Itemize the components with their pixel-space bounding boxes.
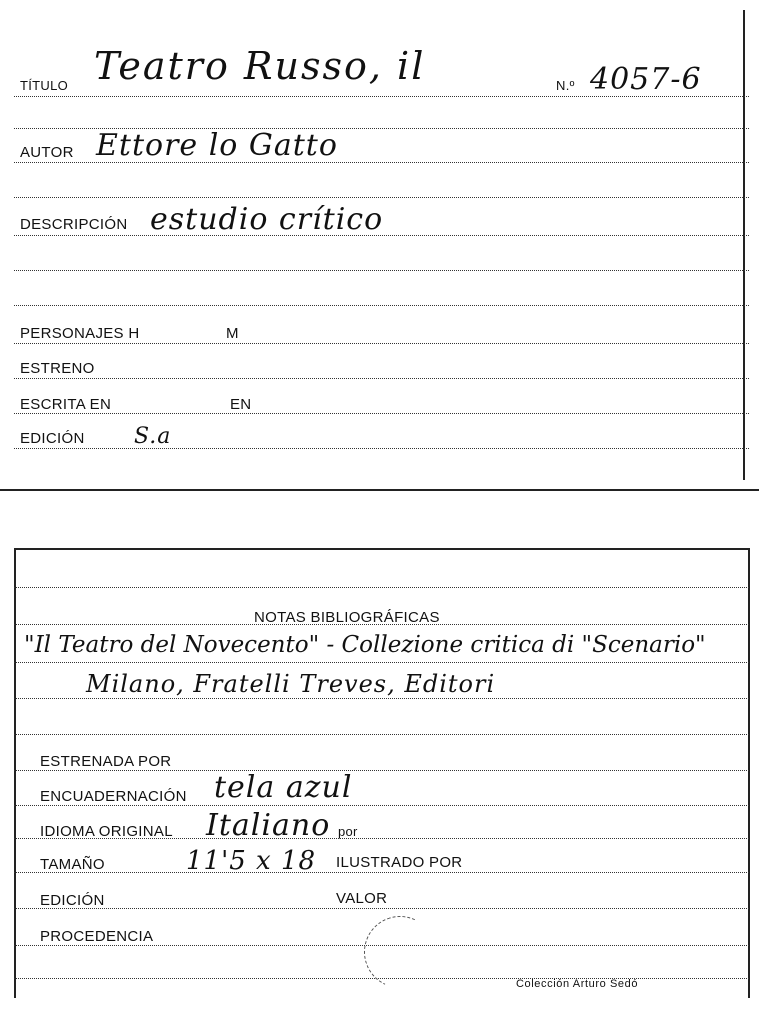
edicion-label: EDICIÓN	[20, 430, 85, 447]
numero-label: N.º	[556, 78, 575, 93]
personajes-m-label: M	[226, 325, 239, 342]
rule-b1	[14, 587, 749, 588]
rule-4	[14, 197, 749, 198]
collection-footer: Colección Arturo Sedó	[516, 978, 639, 990]
notas-line-1: "Il Teatro del Novecento" - Collezione critica di "Scenario"	[24, 632, 706, 658]
edicion-b-label: EDICIÓN	[40, 892, 105, 909]
escrita-en-label: EN	[230, 396, 252, 413]
descripcion-label: DESCRIPCIÓN	[20, 216, 128, 233]
rule-edicion	[14, 448, 749, 449]
bottom-card-right-edge	[748, 548, 750, 998]
rule-estreno	[14, 378, 749, 379]
rule-6	[14, 270, 749, 271]
estrenada-label: ESTRENADA POR	[40, 753, 172, 770]
bottom-card-top-edge	[14, 548, 749, 550]
autor-value: Ettore lo Gatto	[96, 128, 338, 163]
top-card-bottom-edge	[0, 489, 759, 491]
edicion-value: S.a	[134, 424, 172, 449]
rule-estrenada	[14, 770, 749, 771]
procedencia-label: PROCEDENCIA	[40, 928, 154, 945]
numero-value: 4057-6	[590, 62, 702, 97]
bottom-card-left-edge	[14, 548, 16, 998]
tamano-value: 11'5 x 18	[186, 846, 317, 876]
idioma-label: IDIOMA ORIGINAL	[40, 823, 173, 840]
autor-label: AUTOR	[20, 144, 74, 161]
valor-label: VALOR	[336, 890, 388, 907]
escrita-label: ESCRITA EN	[20, 396, 112, 413]
notas-line-2: Milano, Fratelli Treves, Editori	[86, 670, 496, 698]
rule-b5	[14, 734, 749, 735]
top-card-right-edge	[743, 10, 745, 480]
encuadernacion-label: ENCUADERNACIÓN	[40, 788, 187, 805]
tamano-label: TAMAÑO	[40, 856, 105, 873]
rule-7	[14, 305, 749, 306]
rule-encuadernacion	[14, 805, 749, 806]
encuadernacion-value: tela azul	[214, 770, 353, 805]
idioma-por-label: por	[338, 824, 358, 839]
rule-escrita	[14, 413, 749, 414]
rule-notas-2	[14, 698, 749, 699]
rule-edicion-b	[14, 908, 749, 909]
titulo-value: Teatro Russo, il	[94, 44, 426, 88]
stamp-arc	[354, 906, 446, 998]
estreno-label: ESTRENO	[20, 360, 95, 377]
notas-label: NOTAS BIBLIOGRÁFICAS	[254, 609, 440, 626]
descripcion-value: estudio crítico	[150, 202, 384, 237]
personajes-label: PERSONAJES H	[20, 325, 140, 342]
titulo-label: TÍTULO	[20, 78, 69, 93]
idioma-value: Italiano	[206, 808, 331, 843]
rule-notas-1	[14, 662, 749, 663]
ilustrado-label: ILUSTRADO POR	[336, 854, 463, 871]
rule-tamano	[14, 872, 749, 873]
rule-personajes	[14, 343, 749, 344]
